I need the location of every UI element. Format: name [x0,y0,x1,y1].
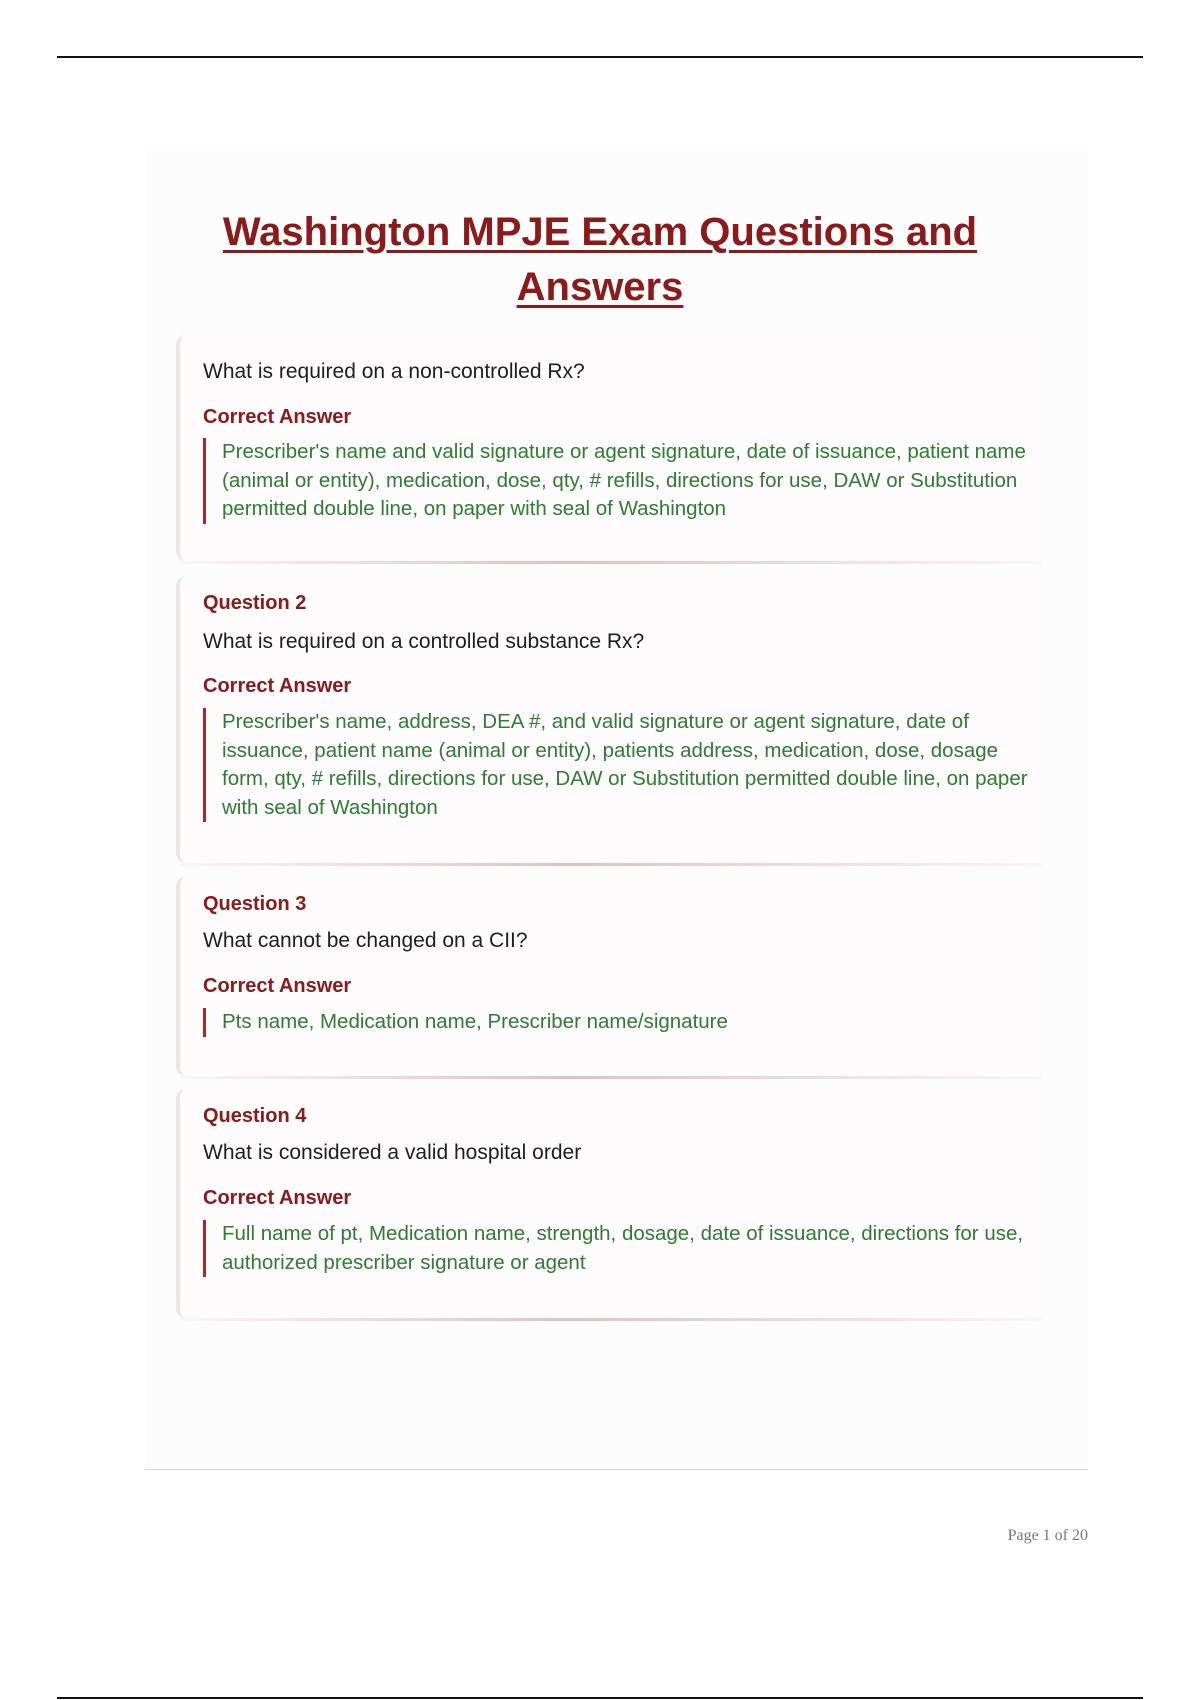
qa-card-2 [176,576,1042,863]
answer-text: Full name of pt, Medication name, strength, dosage, date of issuance, directions for use, authorized prescriber signature or agent [203,1220,1033,1277]
bottom-rule [57,1697,1143,1699]
page-number: Page 1 of 20 [1007,1527,1088,1544]
answer-text: Pts name, Medication name, Prescriber name/signature [203,1008,1033,1037]
top-rule [57,56,1143,58]
page-title-line-1: Washington MPJE Exam Questions and [222,210,978,254]
correct-answer-label: Correct Answer [203,675,352,697]
page-title-line-2: Answers [516,265,684,309]
correct-answer-label: Correct Answer [203,1187,352,1209]
question-text: What is required on a non-controlled Rx? [203,360,585,383]
qa-card-3 [176,877,1042,1076]
card-divider [180,561,1042,564]
card-divider [180,1076,1042,1079]
correct-answer-label: Correct Answer [203,975,352,997]
answer-text: Prescriber's name and valid signature or agent signature, date of issuance, patient name (animal or entity), medication, dose, qty, # refills, directions for use, DAW or Substitution permitted double line, on paper with seal of Washington [203,438,1033,524]
qa-card-4 [176,1089,1042,1318]
question-text: What is required on a controlled substance Rx? [203,630,645,653]
answer-text: Prescriber's name, address, DEA #, and valid signature or agent signature, date of issuance, patient name (animal or entity), patients address, medication, dose, dosage form, qty, # refills, directions for use, DAW or Substitution permitted double line, on paper with seal of Washington [203,708,1033,822]
question-text: What cannot be changed on a CII? [203,929,528,952]
qa-card-1 [176,335,1042,561]
correct-answer-label: Correct Answer [203,406,352,428]
question-number: Question 3 [203,893,307,915]
question-number: Question 2 [203,592,307,614]
card-divider [180,1318,1042,1321]
card-divider [180,863,1042,866]
page-title [0,205,1200,315]
question-text: What is considered a valid hospital order [203,1141,582,1164]
question-number: Question 4 [203,1105,307,1127]
footer-divider [145,1469,1088,1470]
